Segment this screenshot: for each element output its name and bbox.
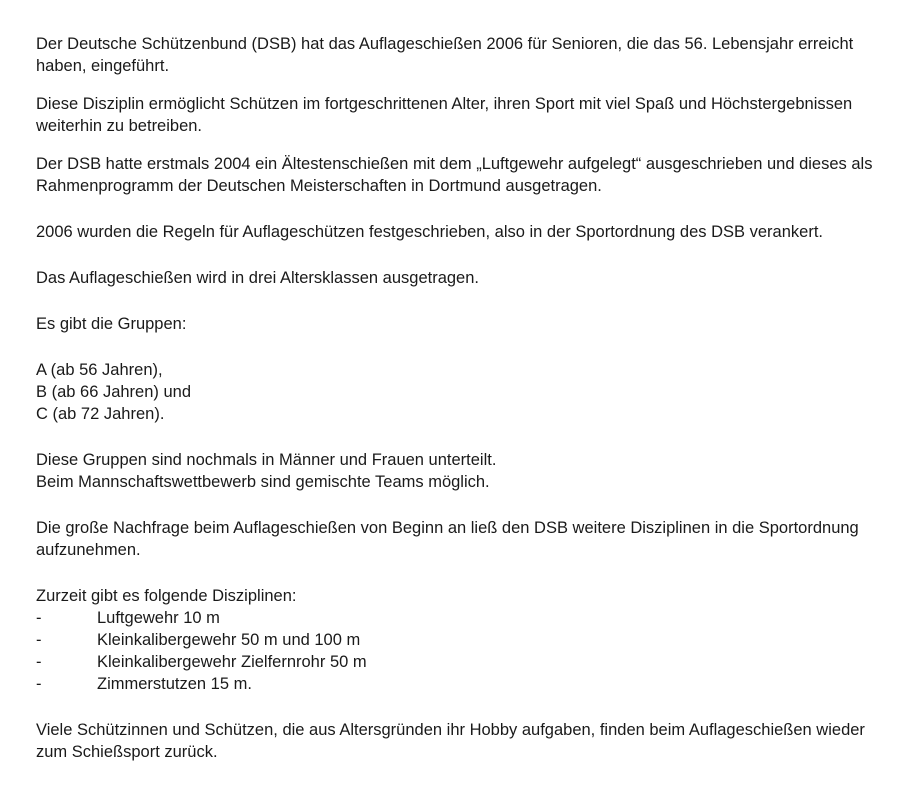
list-item [36,629,896,651]
text-line: Beim Mannschaftswettbewerb sind gemischte Teams möglich. [36,473,490,491]
paragraph-discipline: Diese Disziplin ermöglicht Schützen im fortgeschrittenen Alter, ihren Sport mit viel Spaß und Höchstergebnissen weiterhin zu betreiben. [36,95,853,135]
groups-list [36,359,896,425]
paragraph-disciplines-heading: Zurzeit gibt es folgende Disziplinen: [36,587,297,605]
disciplines-list [36,607,896,695]
list-marker: - [36,631,42,649]
group-item: A (ab 56 Jahren), [36,361,163,379]
list-marker: - [36,653,42,671]
paragraph-groups-heading: Es gibt die Gruppen: [36,315,187,333]
list-item [36,607,896,629]
list-item [36,673,896,695]
paragraph-history: Der DSB hatte erstmals 2004 ein Ältestenschießen mit dem „Luftgewehr aufgelegt“ ausgeschrieben und dieses als Rahmenprogramm der Deutschen Meisterschaften in Dortmund ausgetragen. [36,155,873,195]
list-item-label: Kleinkalibergewehr 50 m und 100 m [97,631,361,649]
paragraph-age-classes: Das Auflageschießen wird in drei Altersklassen ausgetragen. [36,269,479,287]
paragraph-demand: Die große Nachfrage beim Auflageschießen von Beginn an ließ den DSB weitere Disziplinen in die Sportordnung aufzunehmen. [36,519,859,559]
list-item [36,651,896,673]
paragraph-closing: Viele Schützinnen und Schützen, die aus Altersgründen ihr Hobby aufgaben, finden beim Auflageschießen wieder zum Schießsport zurück. [36,721,865,761]
group-item: B (ab 66 Jahren) und [36,383,192,401]
text-line: Diese Gruppen sind nochmals in Männer und Frauen unterteilt. [36,451,497,469]
paragraph-rules: 2006 wurden die Regeln für Auflageschützen festgeschrieben, also in der Sportordnung des DSB verankert. [36,223,823,241]
list-item-label: Luftgewehr 10 m [97,609,220,627]
list-item-label: Zimmerstutzen 15 m. [97,675,252,693]
list-item-label: Kleinkalibergewehr Zielfernrohr 50 m [97,653,367,671]
group-item: C (ab 72 Jahren). [36,405,165,423]
paragraph-gender-teams [36,449,896,493]
list-marker: - [36,675,42,693]
document-body [36,33,896,763]
list-marker: - [36,609,42,627]
paragraph-intro: Der Deutsche Schützenbund (DSB) hat das Auflageschießen 2006 für Senioren, die das 56. Lebensjahr erreicht haben, eingeführt. [36,35,854,75]
